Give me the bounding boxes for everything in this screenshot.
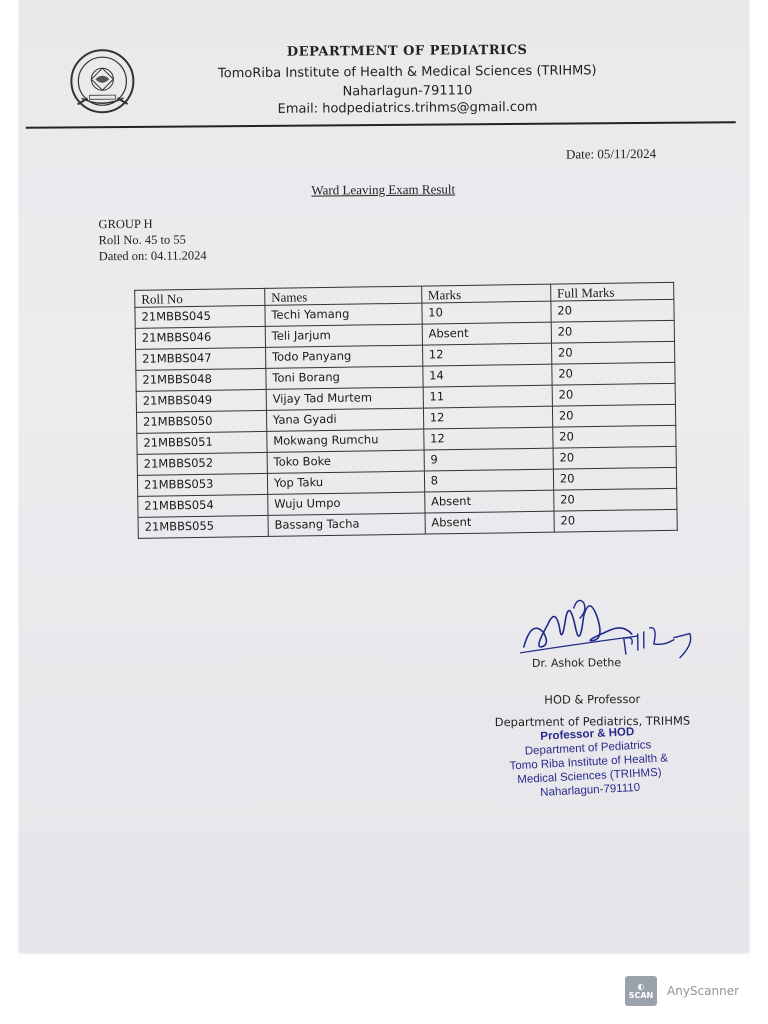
marks-cell: 12: [423, 427, 552, 450]
name-cell: Bassang Tacha: [268, 513, 425, 536]
group-name: GROUP H: [98, 216, 153, 232]
scanner-icon-glyph: ◐: [637, 982, 645, 991]
marks-cell: Absent: [424, 490, 553, 513]
roll-cell: 21MBBS046: [135, 326, 265, 349]
letterhead: [167, 42, 648, 118]
signer-name: Dr. Ashok Dethe: [531, 656, 622, 670]
marks-cell: 10: [422, 301, 551, 324]
name-cell: Toko Boke: [267, 450, 424, 473]
institute-city: Naharlagun-791110: [342, 83, 473, 100]
stamp-line-city: Naharlagun-791110: [539, 781, 641, 799]
marks-cell: 14: [423, 364, 552, 387]
anyscanner-watermark[interactable]: [625, 976, 739, 1006]
scanner-icon-text: SCAN: [628, 991, 654, 1000]
roll-cell: 21MBBS051: [137, 431, 267, 454]
document-title: Ward Leaving Exam Result: [311, 181, 456, 198]
name-cell: Toni Borang: [266, 366, 423, 389]
roll-cell: 21MBBS052: [137, 452, 267, 475]
column-header-roll: Roll No: [135, 288, 265, 307]
official-stamp: [487, 722, 690, 802]
signer-department: Department of Pediatrics, TRIHMS: [494, 713, 691, 730]
signer-role: HOD & Professor: [544, 692, 641, 707]
column-header-full-marks: Full Marks: [550, 282, 673, 301]
scanner-app-name: AnyScanner: [667, 984, 740, 998]
results-table-wrapper: [134, 282, 678, 539]
full-marks-cell: 20: [551, 299, 674, 322]
roll-cell: 21MBBS055: [138, 515, 268, 538]
scanner-app-icon: [625, 976, 657, 1006]
roll-cell: 21MBBS048: [136, 368, 266, 391]
roll-cell: 21MBBS054: [138, 494, 268, 517]
name-cell: Techi Yamang: [265, 303, 422, 326]
roll-cell: 21MBBS050: [136, 410, 266, 433]
marks-cell: 9: [424, 448, 553, 471]
roll-range: Roll No. 45 to 55: [98, 232, 186, 248]
marks-cell: Absent: [422, 322, 551, 345]
full-marks-cell: 20: [554, 509, 677, 532]
name-cell: Yop Taku: [267, 471, 424, 494]
full-marks-cell: 20: [553, 446, 676, 469]
name-cell: Yana Gyadi: [266, 408, 423, 431]
marks-cell: 8: [424, 469, 553, 492]
institute-logo: [67, 46, 138, 117]
full-marks-cell: 20: [551, 341, 674, 364]
name-cell: Teli Jarjum: [265, 324, 422, 347]
document-date: Date: 05/11/2024: [565, 145, 657, 162]
full-marks-cell: 20: [552, 362, 675, 385]
stamp-line-title: Professor & HOD: [540, 726, 635, 743]
dated-on: Dated on: 04.11.2024: [98, 248, 207, 264]
full-marks-cell: 20: [552, 383, 675, 406]
marks-cell: 12: [422, 343, 551, 366]
stamp-line-department: Department of Pediatrics: [524, 739, 652, 758]
institute-name: TomoRiba Institute of Health & Medical Sciences (TRIHMS): [217, 63, 597, 82]
marks-cell: Absent: [425, 511, 554, 534]
full-marks-cell: 20: [554, 488, 677, 511]
roll-cell: 21MBBS049: [136, 389, 266, 412]
group-info: [98, 215, 206, 264]
roll-cell: 21MBBS047: [136, 347, 266, 370]
contact-email: Email: hodpediatrics.trihms@gmail.com: [277, 99, 538, 117]
name-cell: Wuju Umpo: [268, 492, 425, 515]
scanned-page: [19, 0, 749, 953]
name-cell: Mokwang Rumchu: [267, 429, 424, 452]
full-marks-cell: 20: [553, 467, 676, 490]
roll-cell: 21MBBS045: [135, 305, 265, 328]
full-marks-cell: 20: [553, 425, 676, 448]
department-title: DEPARTMENT OF PEDIATRICS: [286, 42, 528, 60]
column-header-name: Names: [264, 286, 421, 305]
roll-cell: 21MBBS053: [137, 473, 267, 496]
results-table: [134, 282, 678, 539]
marks-cell: 11: [423, 385, 552, 408]
full-marks-cell: 20: [552, 404, 675, 427]
header-divider: [26, 121, 736, 129]
marks-cell: 12: [423, 406, 552, 429]
name-cell: Todo Panyang: [265, 345, 422, 368]
full-marks-cell: 20: [551, 320, 674, 343]
document-sheet: [17, 0, 754, 956]
stamp-line-sciences: Medical Sciences (TRIHMS): [517, 766, 662, 787]
name-cell: Vijay Tad Murtem: [266, 387, 423, 410]
stamp-line-institute: Tomo Riba Institute of Health &: [509, 752, 669, 773]
column-header-marks: Marks: [421, 284, 550, 303]
